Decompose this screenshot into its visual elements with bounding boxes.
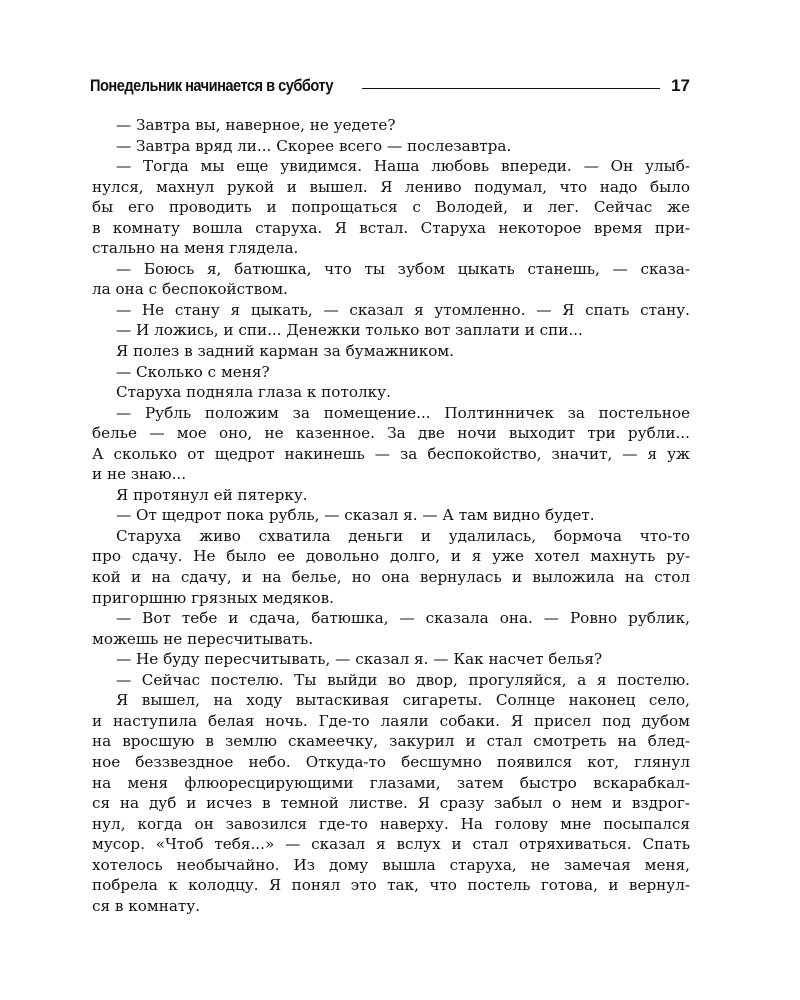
text-line: Я полез в задний карман за бумажником. bbox=[116, 342, 455, 361]
text-line: — Сейчас постелю. Ты выйди во двор, прогуляйся, а я постелю. bbox=[116, 670, 690, 689]
running-title: Понедельник начинается в субботу bbox=[90, 76, 334, 95]
text-line: — И ложись, и спи... Денежки только вот заплати и спи... bbox=[116, 321, 583, 340]
text-line: — Не буду пересчитывать, — сказал я. — Как насчет белья? bbox=[116, 650, 603, 669]
text-line: — Не стану я цыкать, — сказал я утомленно. — Я спать стану. bbox=[116, 300, 690, 319]
text-line: — Сколько с меня? bbox=[116, 362, 270, 381]
text-line: — Тогда мы еще увидимся. Наша любовь впереди. — Он улыб- bbox=[116, 157, 690, 176]
text-line: ся в комнату. bbox=[92, 896, 201, 915]
header-rule bbox=[362, 88, 660, 89]
text-line: — Боюсь я, батюшка, что ты зубом цыкать станешь, — сказа- bbox=[116, 259, 690, 278]
text-line: можешь не пересчитывать. bbox=[92, 629, 314, 648]
body-text bbox=[92, 115, 690, 916]
text-line: белье — мое оно, не казенное. За две ночи выходит три рубли... bbox=[92, 424, 690, 443]
text-line: бы его проводить и попрощаться с Володей, и лег. Сейчас же bbox=[92, 198, 690, 217]
page-number: 17 bbox=[671, 76, 690, 95]
text-line: нул, когда он завозился где-то наверху. На голову мне посыпался bbox=[92, 814, 690, 833]
page-header bbox=[90, 76, 690, 100]
text-line: Старуха подняла глаза к потолку. bbox=[116, 383, 391, 402]
text-line: мусор. «Чтоб тебя...» — сказал я вслух и стал отряхиваться. Спать bbox=[92, 835, 690, 854]
text-line: ла она с беспокойством. bbox=[92, 280, 288, 299]
text-line: в комнату вошла старуха. Я встал. Старуха некоторое время при- bbox=[92, 218, 690, 237]
text-line: Я протянул ей пятерку. bbox=[116, 485, 308, 504]
text-line: ся на дуб и исчез в темной листве. Я сразу забыл о нем и вздрог- bbox=[92, 794, 690, 813]
text-line: хотелось необычайно. Из дому вышла старуха, не замечая меня, bbox=[92, 855, 690, 874]
text-line: и наступила белая ночь. Где-то лаяли собаки. Я присел под дубом bbox=[92, 711, 690, 730]
text-line: — Завтра вы, наверное, не уедете? bbox=[116, 116, 396, 134]
text-line: — Вот тебе и сдача, батюшка, — сказала она. — Ровно рублик, bbox=[116, 609, 690, 628]
text-line: стально на меня глядела. bbox=[92, 239, 299, 258]
text-line: и не знаю... bbox=[92, 465, 187, 484]
text-line: нулся, махнул рукой и вышел. Я лениво подумал, что надо было bbox=[92, 177, 690, 196]
text-line: — Рубль положим за помещение... Полтинничек за постельное bbox=[116, 403, 690, 422]
text-line: ное беззвездное небо. Откуда-то бесшумно появился кот, глянул bbox=[92, 752, 690, 771]
text-line: на вросшую в землю скамеечку, закурил и стал смотреть на блед- bbox=[92, 732, 690, 751]
text-line: кой и на сдачу, и на белье, но она вернулась и выложила на стол bbox=[92, 568, 690, 587]
text-line: про сдачу. Не было ее довольно долго, и я уже хотел махнуть ру- bbox=[92, 547, 690, 566]
text-line: на меня флюоресцирующими глазами, затем быстро вскарабкал- bbox=[92, 773, 690, 792]
text-line: пригоршню грязных медяков. bbox=[92, 588, 334, 607]
text-line: — От щедрот пока рубль, — сказал я. — А там видно будет. bbox=[116, 506, 595, 525]
text-line: А сколько от щедрот накинешь — за беспокойство, значит, — я уж bbox=[92, 444, 690, 463]
text-line: побрела к колодцу. Я понял это так, что постель готова, и вернул- bbox=[92, 876, 690, 895]
text-line: Старуха живо схватила деньги и удалилась, бормоча что-то bbox=[116, 526, 690, 545]
text-line: — Завтра вряд ли... Скорее всего — послезавтра. bbox=[116, 136, 512, 155]
text-line: Я вышел, на ходу вытаскивая сигареты. Солнце наконец село, bbox=[116, 691, 690, 710]
